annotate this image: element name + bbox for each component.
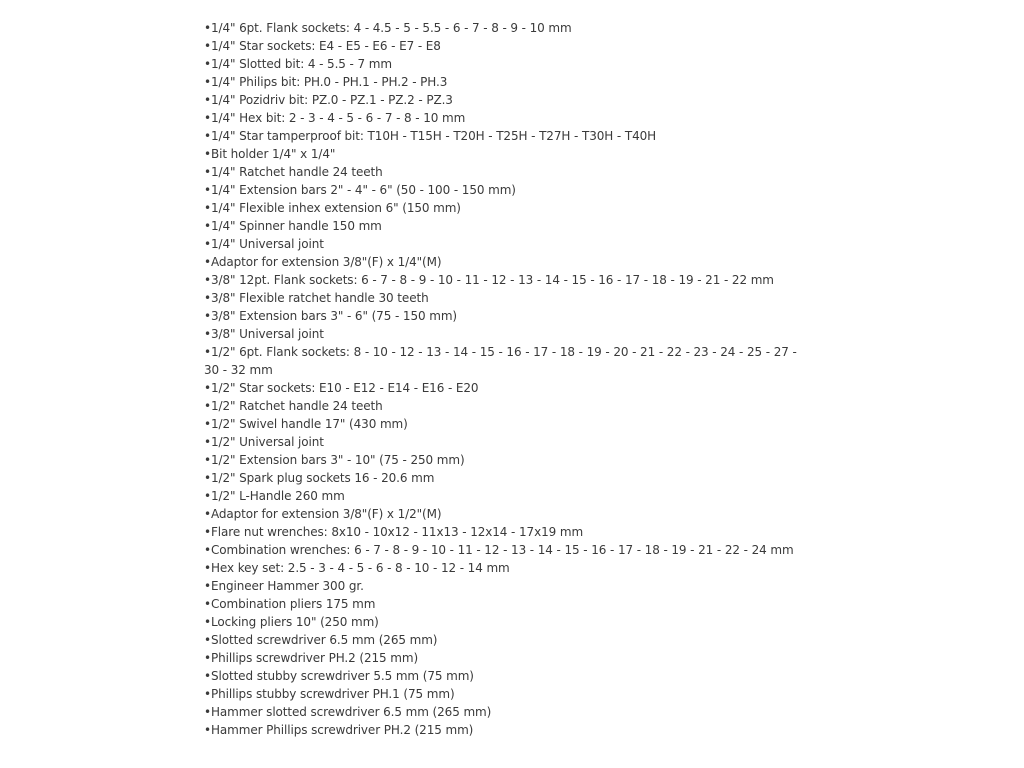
- spec-item-phillips-screwdriver: •Phillips screwdriver PH.2 (215 mm): [204, 651, 419, 665]
- spec-item-bit-holder: •Bit holder 1/4" x 1/4": [204, 147, 336, 161]
- tool-set-spec-list: [204, 19, 824, 739]
- spec-item-three-eighths-extension-bars: •3/8" Extension bars 3" - 6" (75 - 150 mm): [204, 309, 457, 323]
- spec-item-half-ratchet-handle: •1/2" Ratchet handle 24 teeth: [204, 399, 383, 413]
- spec-item-half-spark-plug-sockets: •1/2" Spark plug sockets 16 - 20.6 mm: [204, 471, 435, 485]
- spec-item-quarter-star-tamperproof-bit: •1/4" Star tamperproof bit: T10H - T15H - T20H - T25H - T27H - T30H - T40H: [204, 129, 657, 143]
- spec-item-slotted-screwdriver: •Slotted screwdriver 6.5 mm (265 mm): [204, 633, 438, 647]
- spec-item-adaptor-3-8-to-1-2: •Adaptor for extension 3/8"(F) x 1/2"(M): [204, 507, 442, 521]
- spec-item-half-universal-joint: •1/2" Universal joint: [204, 435, 324, 449]
- spec-item-combination-wrenches: •Combination wrenches: 6 - 7 - 8 - 9 - 10 - 11 - 12 - 13 - 14 - 15 - 16 - 17 - 18 - 19 - 21 - 22 - 24 mm: [204, 543, 794, 557]
- spec-item-quarter-pozidriv-bit: •1/4" Pozidriv bit: PZ.0 - PZ.1 - PZ.2 - PZ.3: [204, 93, 453, 107]
- spec-item-hammer-slotted-screwdriver: •Hammer slotted screwdriver 6.5 mm (265 mm): [204, 705, 492, 719]
- spec-item-quarter-ratchet-handle: •1/4" Ratchet handle 24 teeth: [204, 165, 383, 179]
- spec-item-quarter-hex-bit: •1/4" Hex bit: 2 - 3 - 4 - 5 - 6 - 7 - 8 - 10 mm: [204, 111, 466, 125]
- spec-item-quarter-flank-sockets: •1/4" 6pt. Flank sockets: 4 - 4.5 - 5 - 5.5 - 6 - 7 - 8 - 9 - 10 mm: [204, 21, 572, 35]
- spec-item-adaptor-3-8-to-1-4: •Adaptor for extension 3/8"(F) x 1/4"(M): [204, 255, 442, 269]
- spec-item-three-eighths-flank-sockets: •3/8" 12pt. Flank sockets: 6 - 7 - 8 - 9 - 10 - 11 - 12 - 13 - 14 - 15 - 16 - 17 - 18 - 19 - 21 - 22 mm: [204, 273, 774, 287]
- spec-item-quarter-universal-joint: •1/4" Universal joint: [204, 237, 324, 251]
- spec-item-quarter-slotted-bit: •1/4" Slotted bit: 4 - 5.5 - 7 mm: [204, 57, 392, 71]
- spec-item-quarter-spinner-handle: •1/4" Spinner handle 150 mm: [204, 219, 382, 233]
- spec-item-slotted-stubby-screwdriver: •Slotted stubby screwdriver 5.5 mm (75 mm): [204, 669, 474, 683]
- spec-item-quarter-philips-bit: •1/4" Philips bit: PH.0 - PH.1 - PH.2 - PH.3: [204, 75, 448, 89]
- spec-item-half-flank-sockets: •1/2" 6pt. Flank sockets: 8 - 10 - 12 - 13 - 14 - 15 - 16 - 17 - 18 - 19 - 20 - 21 - 22 - 23 - 24 - 25 - 27 - 30 - 32 mm: [204, 345, 797, 377]
- spec-item-quarter-flexible-inhex-extension: •1/4" Flexible inhex extension 6" (150 mm): [204, 201, 461, 215]
- spec-item-quarter-star-sockets: •1/4" Star sockets: E4 - E5 - E6 - E7 - E8: [204, 39, 441, 53]
- spec-item-hex-key-set: •Hex key set: 2.5 - 3 - 4 - 5 - 6 - 8 - 10 - 12 - 14 mm: [204, 561, 510, 575]
- spec-item-phillips-stubby-screwdriver: •Phillips stubby screwdriver PH.1 (75 mm): [204, 687, 455, 701]
- spec-item-quarter-extension-bars: •1/4" Extension bars 2" - 4" - 6" (50 - 100 - 150 mm): [204, 183, 516, 197]
- spec-item-three-eighths-flexible-ratchet: •3/8" Flexible ratchet handle 30 teeth: [204, 291, 429, 305]
- spec-item-hammer-phillips-screwdriver: •Hammer Phillips screwdriver PH.2 (215 mm): [204, 723, 474, 737]
- spec-item-combination-pliers: •Combination pliers 175 mm: [204, 597, 376, 611]
- spec-item-half-star-sockets: •1/2" Star sockets: E10 - E12 - E14 - E16 - E20: [204, 381, 479, 395]
- spec-item-half-extension-bars: •1/2" Extension bars 3" - 10" (75 - 250 mm): [204, 453, 465, 467]
- spec-item-engineer-hammer: •Engineer Hammer 300 gr.: [204, 579, 364, 593]
- spec-item-half-l-handle: •1/2" L-Handle 260 mm: [204, 489, 345, 503]
- spec-item-flare-nut-wrenches: •Flare nut wrenches: 8x10 - 10x12 - 11x13 - 12x14 - 17x19 mm: [204, 525, 584, 539]
- spec-item-three-eighths-universal-joint: •3/8" Universal joint: [204, 327, 324, 341]
- spec-item-half-swivel-handle: •1/2" Swivel handle 17" (430 mm): [204, 417, 408, 431]
- spec-item-locking-pliers: •Locking pliers 10" (250 mm): [204, 615, 379, 629]
